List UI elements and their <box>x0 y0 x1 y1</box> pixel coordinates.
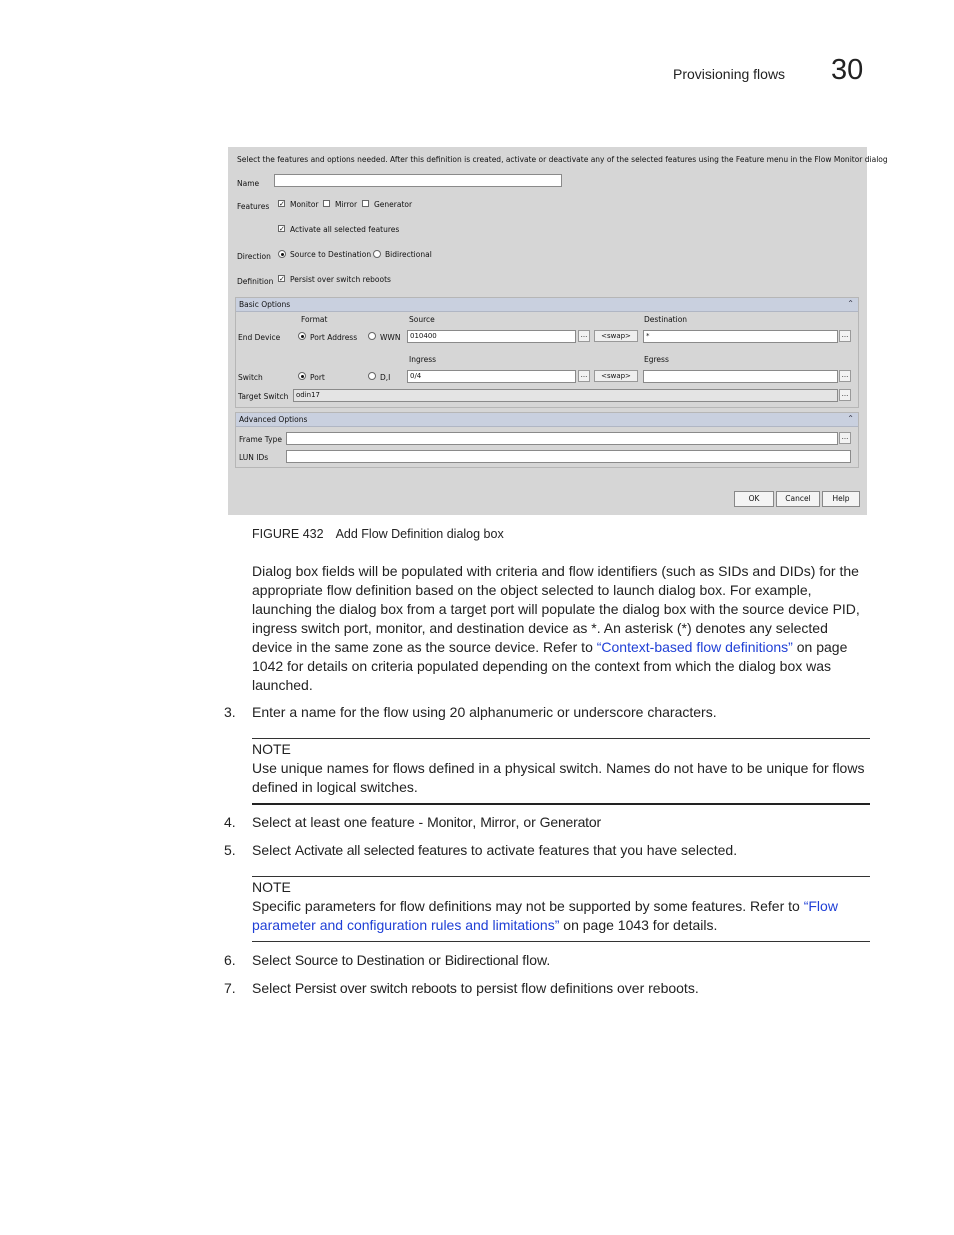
monitor-checkbox[interactable]: ✓ <box>279 200 285 208</box>
ingress-header: Ingress <box>409 355 437 364</box>
para-text-end: on page 1042 for details on criteria populated depending on the context from which the dialog box was launched. <box>252 639 848 693</box>
note-1 <box>252 738 870 805</box>
format-header: Format <box>301 315 328 324</box>
definition-label: Definition <box>237 277 274 286</box>
di-label: D,I <box>380 373 391 382</box>
basic-options-panel <box>235 297 859 408</box>
figure-caption <box>252 527 504 541</box>
lun-ids-input[interactable] <box>286 450 851 463</box>
swap-ingress-button[interactable]: <swap> <box>594 370 638 382</box>
note-text: Use unique names for flows defined in a physical switch. Names do not have to be unique for flows defined in logical switches. <box>252 760 865 795</box>
direction-label: Direction <box>237 252 271 261</box>
persist-label: Persist over switch reboots <box>290 275 391 284</box>
swap-button[interactable]: <swap> <box>594 330 638 342</box>
step-text <box>252 841 737 860</box>
step-text-part: , <box>472 814 481 830</box>
chapter-number: 30 <box>831 54 864 86</box>
dialog-intro-text: Select the features and options needed. After this definition is created, activate or deactivate any of the selected features using the Feature menu in the Flow Monitor dialog <box>237 155 888 164</box>
cancel-button[interactable]: Cancel <box>776 491 820 507</box>
frame-type-label: Frame Type <box>239 435 282 444</box>
figure-title: Add Flow Definition dialog box <box>335 527 504 541</box>
basic-options-title: Basic Options <box>239 300 291 309</box>
step-text-part: , or <box>515 814 540 830</box>
note-2 <box>252 876 870 942</box>
bidirectional-label: Bidirectional <box>385 250 432 259</box>
name-input[interactable] <box>274 174 562 187</box>
source-browse-button[interactable]: ... <box>578 330 590 342</box>
destination-input[interactable]: * <box>643 330 838 343</box>
step-text-part: Select <box>252 980 295 996</box>
step-text-part: to persist flow definitions over reboots. <box>456 980 699 996</box>
step-text: Enter a name for the flow using 20 alphanumeric or underscore characters. <box>252 704 717 720</box>
source-to-destination-label: Source to Destination <box>290 250 372 259</box>
step-text <box>252 813 601 832</box>
name-label: Name <box>237 179 260 188</box>
bidirectional-radio[interactable] <box>373 250 381 258</box>
target-switch-input[interactable]: odin17 <box>293 389 838 402</box>
frame-type-input[interactable] <box>286 432 838 445</box>
generator-checkbox[interactable] <box>362 200 369 207</box>
frame-type-browse-button[interactable]: ... <box>839 432 851 444</box>
end-device-label: End Device <box>238 333 281 342</box>
ingress-browse-button[interactable]: ... <box>578 370 590 382</box>
context-based-flow-link[interactable]: “Context-based flow definitions” <box>596 639 793 655</box>
egress-browse-button[interactable]: ... <box>839 370 851 382</box>
step-number: 4. <box>224 814 236 830</box>
help-button[interactable]: Help <box>822 491 860 507</box>
wwn-label: WWN <box>380 333 401 342</box>
step-text-part: Select <box>252 842 295 858</box>
port-label: Port <box>310 373 325 382</box>
switch-label: Switch <box>238 373 263 382</box>
step-text-part: or <box>424 952 445 968</box>
source-input[interactable]: 010400 <box>407 330 576 343</box>
step-text <box>252 951 550 970</box>
ui-term: Source to Destination <box>294 952 425 968</box>
step-number: 7. <box>224 980 236 996</box>
source-to-destination-radio[interactable] <box>278 250 286 258</box>
step-number: 6. <box>224 952 236 968</box>
note-label: NOTE <box>252 879 291 895</box>
ui-term: Bidirectional <box>444 952 519 968</box>
step-number: 5. <box>224 842 236 858</box>
activate-all-checkbox[interactable]: ✓ <box>279 225 285 233</box>
lun-ids-label: LUN IDs <box>239 453 269 462</box>
note-text <box>252 897 870 935</box>
note-text-part: on page 1043 for details. <box>559 917 718 933</box>
source-header: Source <box>409 315 435 324</box>
ui-term: Persist over switch reboots <box>294 980 457 996</box>
body-paragraph <box>252 562 872 695</box>
activate-all-label: Activate all selected features <box>290 225 400 234</box>
collapse-icon[interactable]: ⌃ <box>847 414 854 423</box>
step-number: 3. <box>224 704 236 720</box>
di-radio[interactable] <box>368 372 376 380</box>
features-label: Features <box>237 202 270 211</box>
destination-header: Destination <box>644 315 688 324</box>
step-text-part: Select <box>252 952 295 968</box>
ui-term: Monitor <box>427 814 473 830</box>
wwn-radio[interactable] <box>368 332 376 340</box>
basic-options-header[interactable] <box>236 298 858 312</box>
egress-header: Egress <box>644 355 669 364</box>
advanced-options-panel <box>235 412 859 468</box>
para-text: Dialog box fields will be populated with criteria and flow identifiers (such as SIDs and DIDs) for the appropriate flow definition based on the object selected to launch dialog box. For example, launching the dialog box from a target port will populate the dialog box with the source device PID, ingress switch port, monitor, and destination device as *. An asterisk (*) denotes any selected device in the same zone as the source device. Refer to <box>252 563 860 655</box>
step-text <box>252 979 699 998</box>
step-text-part: flow. <box>518 952 551 968</box>
running-header-title: Provisioning flows <box>673 66 786 82</box>
ok-button[interactable]: OK <box>734 491 774 507</box>
target-switch-label: Target Switch <box>238 392 289 401</box>
note-text-part: Specific parameters for flow definitions may not be supported by some features. Refer to <box>252 898 804 914</box>
ui-term: Mirror <box>480 814 516 830</box>
add-flow-definition-dialog <box>228 147 888 515</box>
destination-browse-button[interactable]: ... <box>839 330 851 342</box>
egress-input[interactable] <box>643 370 838 383</box>
ui-term: Activate all selected features <box>294 842 468 858</box>
advanced-options-title: Advanced Options <box>239 415 308 424</box>
flow-parameter-rules-link[interactable]: “Flow parameter and configuration rules and limitations” <box>252 898 838 933</box>
port-address-radio[interactable] <box>298 332 306 340</box>
step-text-part: Select at least one feature - <box>252 814 428 830</box>
advanced-options-header[interactable] <box>236 413 858 427</box>
figure-label: FIGURE 432 <box>252 527 324 541</box>
mirror-checkbox[interactable] <box>323 200 330 207</box>
target-switch-browse-button[interactable]: ... <box>839 389 851 401</box>
note-label: NOTE <box>252 741 291 757</box>
port-address-label: Port Address <box>310 333 358 342</box>
persist-checkbox[interactable]: ✓ <box>279 275 285 283</box>
step-text-part: to activate features that you have selected. <box>467 842 738 858</box>
port-radio[interactable] <box>298 372 306 380</box>
collapse-icon[interactable]: ⌃ <box>847 299 854 308</box>
monitor-label: Monitor <box>290 200 319 209</box>
mirror-label: Mirror <box>335 200 358 209</box>
ingress-input[interactable]: 0/4 <box>407 370 576 383</box>
generator-label: Generator <box>374 200 413 209</box>
ui-term: Generator <box>539 814 601 830</box>
